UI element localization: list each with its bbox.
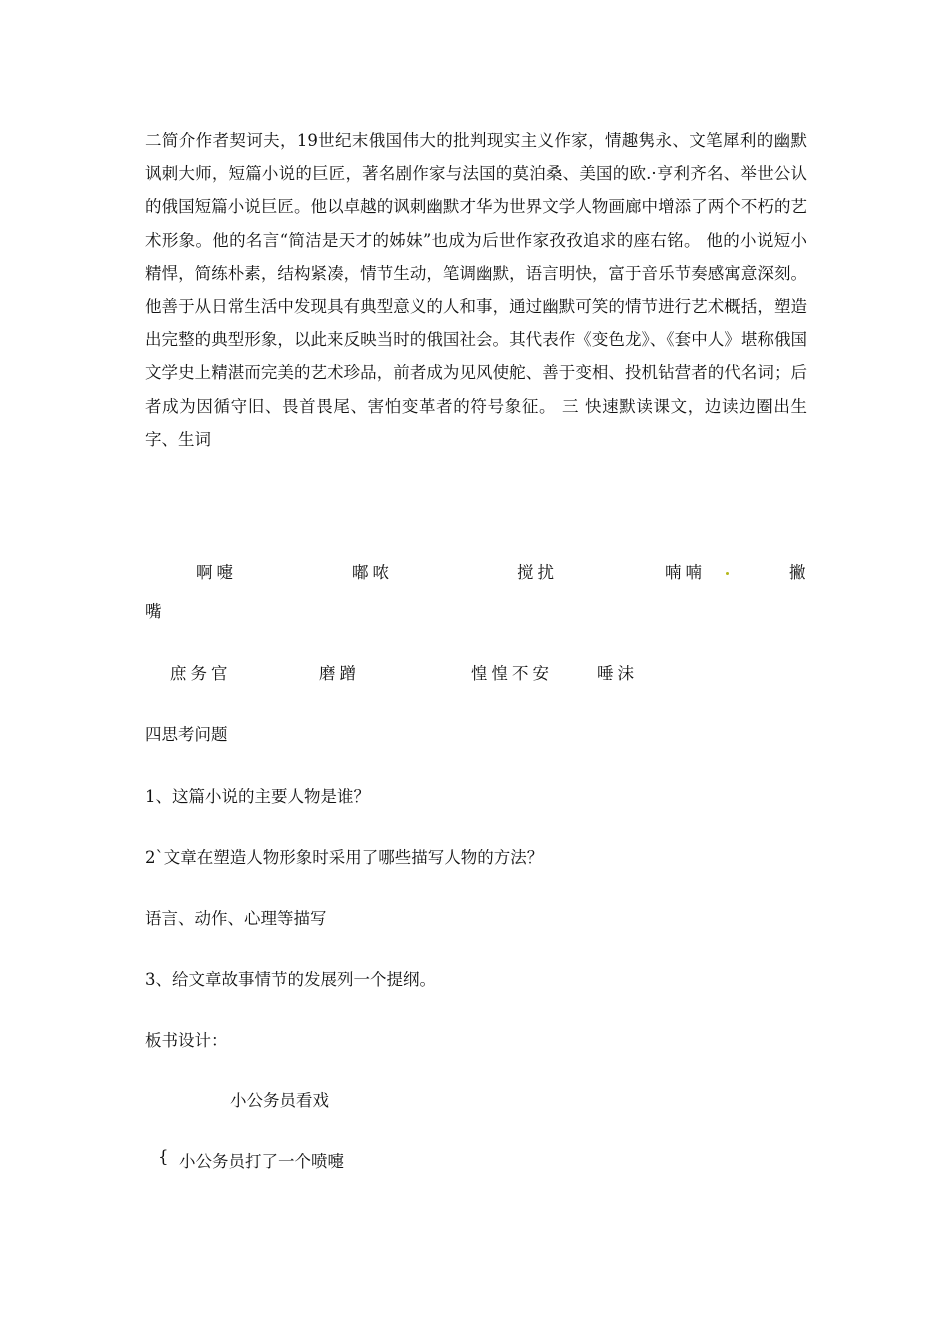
intro-paragraph: 二简介作者契诃夫，19世纪末俄国伟大的批判现实主义作家，情趣隽永、文笔犀利的幽默讽刺大师，短篇小说的巨匠，著名剧作家与法国的莫泊桑、美国的欧.·亨利齐名、举世公认的俄国短篇小说巨匠。他以卓越的讽刺幽默才华为世界文学人物画廊中增添了两个不朽的艺术形象。他的名言“简洁是天才的姊妹”也成为后世作家孜孜追求的座右铭。 他的小说短小精悍，简练朴素，结构紧凑，情节生动，笔调幽默，语言明快，富于音乐节奏感寓意深刻。他善于从日常生活中发现具有典型意义的人和事，通过幽默可笑的情节进行艺术概括，塑造出完整的典型形象，以此来反映当时的俄国社会。其代表作《变色龙》、《套中人》堪称俄国文学史上精湛而完美的艺术珍品，前者成为见风使舵、善于变相、投机钻营者的代名词；后者成为因循守旧、畏首畏尾、害怕变革者的符号象征。 三 快速默读课文，边读边圈出生字、生词 bbox=[145, 131, 807, 449]
board-item-1: 小公务员打了一个喷嚏 bbox=[179, 1152, 344, 1171]
highlight-dot bbox=[726, 572, 729, 575]
vocab-word-5: 撇 bbox=[789, 563, 810, 582]
board-brace: { bbox=[158, 1147, 169, 1166]
board-title: 小公务员看戏 bbox=[230, 1091, 329, 1110]
author-introduction bbox=[145, 124, 807, 456]
vocab-word-3: 搅扰 bbox=[517, 563, 558, 582]
vocab-word-1: 啊嚏 bbox=[196, 563, 237, 582]
vocab-word-2: 嘟哝 bbox=[352, 563, 393, 582]
vocab-word-9: 唾沫 bbox=[597, 664, 638, 683]
answer-2: 语言、动作、心理等描写 bbox=[145, 909, 327, 928]
vocab-word-8: 惶惶不安 bbox=[471, 664, 553, 683]
vocab-word-4: 喃喃 bbox=[665, 563, 706, 582]
vocab-word-6: 庶务官 bbox=[170, 664, 232, 683]
vocab-word-5-wrap: 嘴 bbox=[145, 602, 166, 621]
question-2: 2`文章在塑造人物形象时采用了哪些描写人物的方法？ bbox=[145, 848, 544, 867]
question-3: 3、给文章故事情节的发展列一个提纲。 bbox=[145, 970, 436, 989]
vocab-word-7: 磨蹭 bbox=[319, 664, 360, 683]
section-heading: 四思考问题 bbox=[145, 725, 228, 744]
board-design-label: 板书设计： bbox=[145, 1031, 228, 1050]
question-1: 1、这篇小说的主要人物是谁？ bbox=[145, 787, 370, 806]
